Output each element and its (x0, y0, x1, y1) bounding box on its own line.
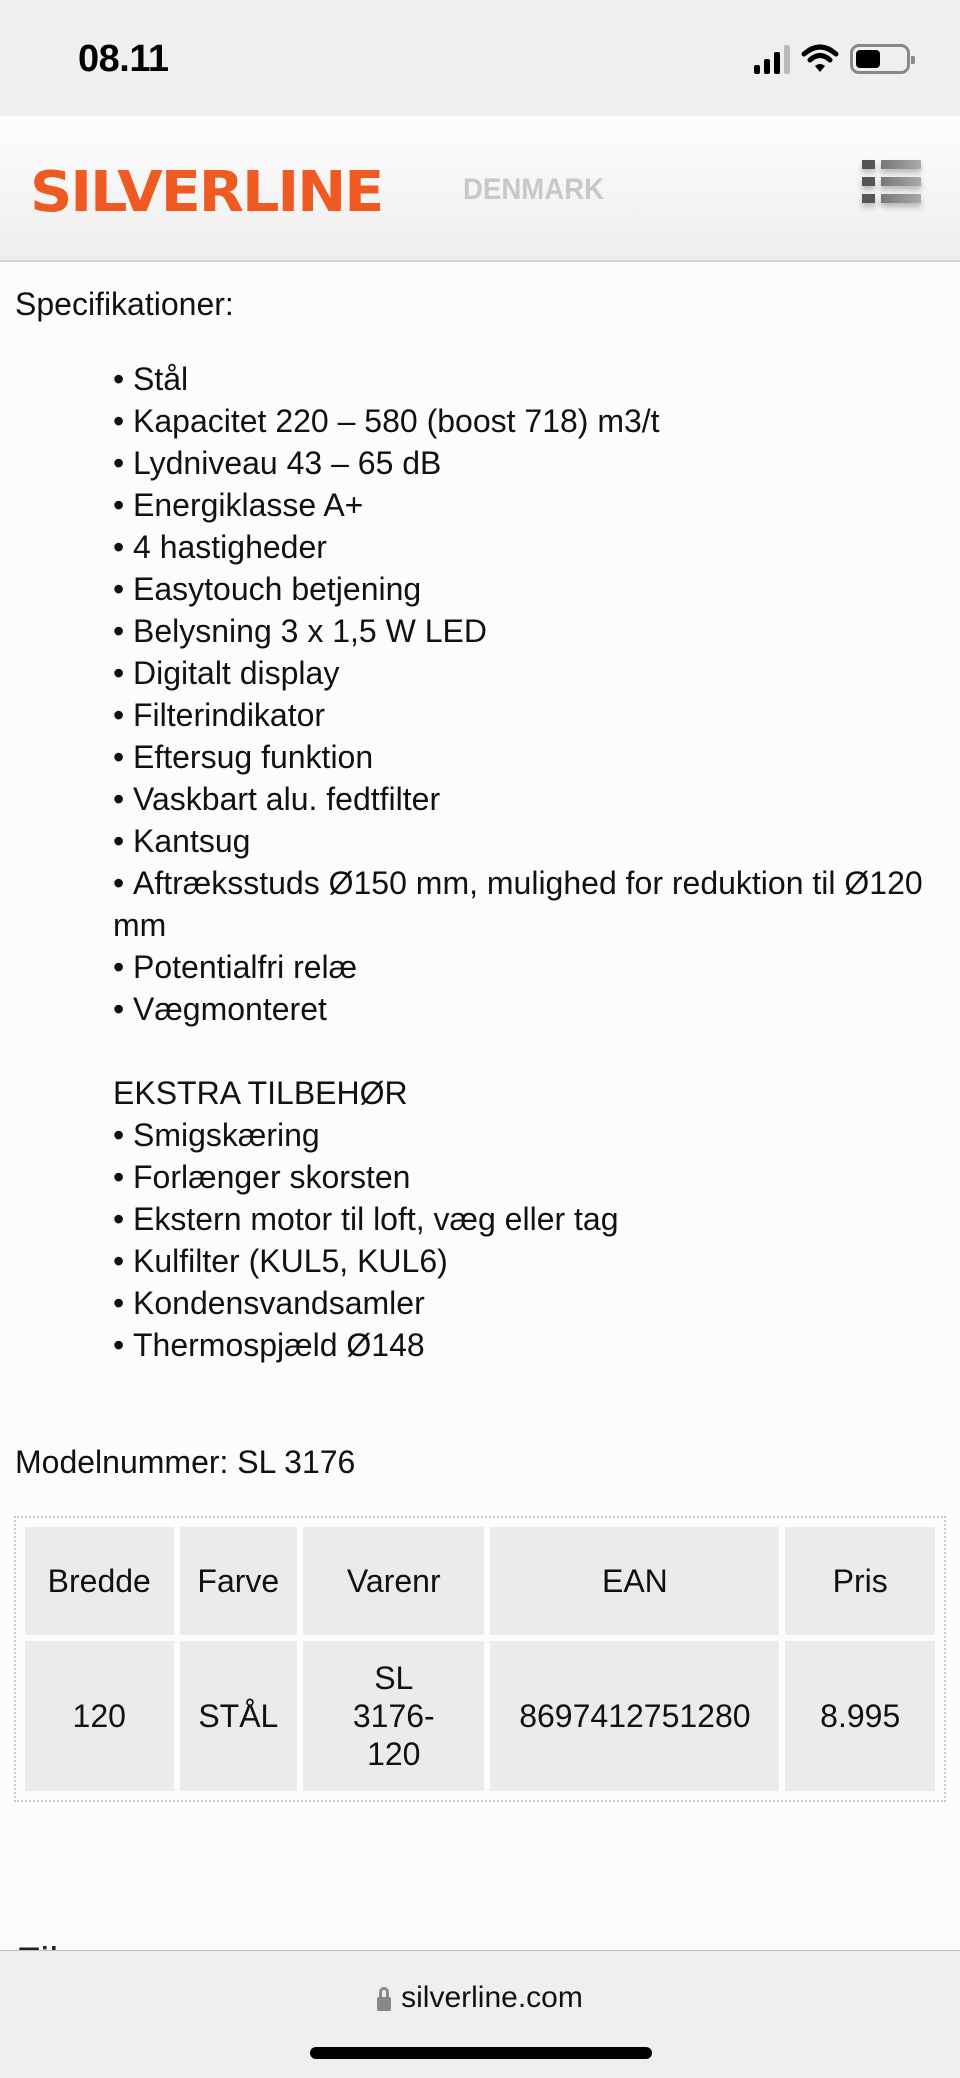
spec-item: • Vægmonteret (113, 991, 327, 1027)
site-header (0, 116, 960, 262)
cell-width: 120 (25, 1641, 174, 1791)
status-icons (754, 44, 910, 74)
extra-item: • Kondensvandsamler (113, 1285, 425, 1321)
spec-item: • Belysning 3 x 1,5 W LED (113, 613, 487, 649)
lock-icon (377, 1987, 391, 2011)
extra-item: • Ekstern motor til loft, væg eller tag (113, 1201, 619, 1237)
spec-item: • Lydniveau 43 – 65 dB (113, 445, 442, 481)
table-header-row (25, 1527, 935, 1635)
cellular-signal-icon (754, 44, 790, 74)
silverline-logo[interactable]: SILVERLINE (30, 160, 383, 225)
spec-item: • Aftræksstuds Ø150 mm, mulighed for reduktion til Ø120 mm (113, 865, 923, 943)
spec-item: • Vaskbart alu. fedtfilter (113, 781, 441, 817)
spec-heading: Specifikationer: (15, 286, 234, 322)
spec-item: • Kapacitet 220 – 580 (boost 718) m3/t (113, 403, 660, 439)
url-text[interactable]: silverline.com (401, 1981, 583, 2014)
model-number: Modelnummer: SL 3176 (15, 1444, 356, 1480)
spec-item: • Easytouch betjening (113, 571, 422, 607)
extra-item: • Smigskæring (113, 1117, 320, 1153)
cell-item-number: SL 3176-120 (303, 1641, 484, 1791)
wifi-icon (802, 44, 838, 74)
extra-item: • Thermospjæld Ø148 (113, 1327, 425, 1363)
country-label: DENMARK (463, 173, 605, 206)
spec-list (113, 358, 933, 1366)
status-time: 08.11 (78, 38, 169, 80)
spec-item: • Kantsug (113, 823, 251, 859)
battery-icon (850, 44, 910, 74)
spec-item: • Digitalt display (113, 655, 340, 691)
spec-item: • Energiklasse A+ (113, 487, 364, 523)
column-header-price: Pris (785, 1527, 935, 1635)
column-header-color: Farve (180, 1527, 298, 1635)
spec-item: • Filterindikator (113, 697, 326, 733)
table-row (25, 1641, 935, 1791)
column-header-item-number: Varenr (303, 1527, 484, 1635)
status-bar (0, 0, 960, 116)
spec-item: • Potentialfri relæ (113, 949, 358, 985)
home-indicator[interactable] (310, 2047, 652, 2059)
hamburger-menu-icon[interactable] (862, 160, 924, 216)
spec-item: • 4 hastigheder (113, 529, 327, 565)
variant-table (14, 1516, 946, 1802)
cell-ean: 8697412751280 (490, 1641, 779, 1791)
url-display[interactable] (0, 1981, 960, 2015)
column-header-ean: EAN (490, 1527, 779, 1635)
extra-accessories-heading: EKSTRA TILBEHØR (113, 1075, 408, 1111)
extra-item: • Forlænger skorsten (113, 1159, 411, 1195)
spec-item: • Eftersug funktion (113, 739, 374, 775)
browser-address-bar[interactable] (0, 1950, 960, 2078)
cell-price: 8.995 (785, 1641, 935, 1791)
extra-item: • Kulfilter (KUL5, KUL6) (113, 1243, 448, 1279)
cell-color: STÅL (180, 1641, 298, 1791)
column-header-width: Bredde (25, 1527, 174, 1635)
spec-item: • Stål (113, 361, 189, 397)
